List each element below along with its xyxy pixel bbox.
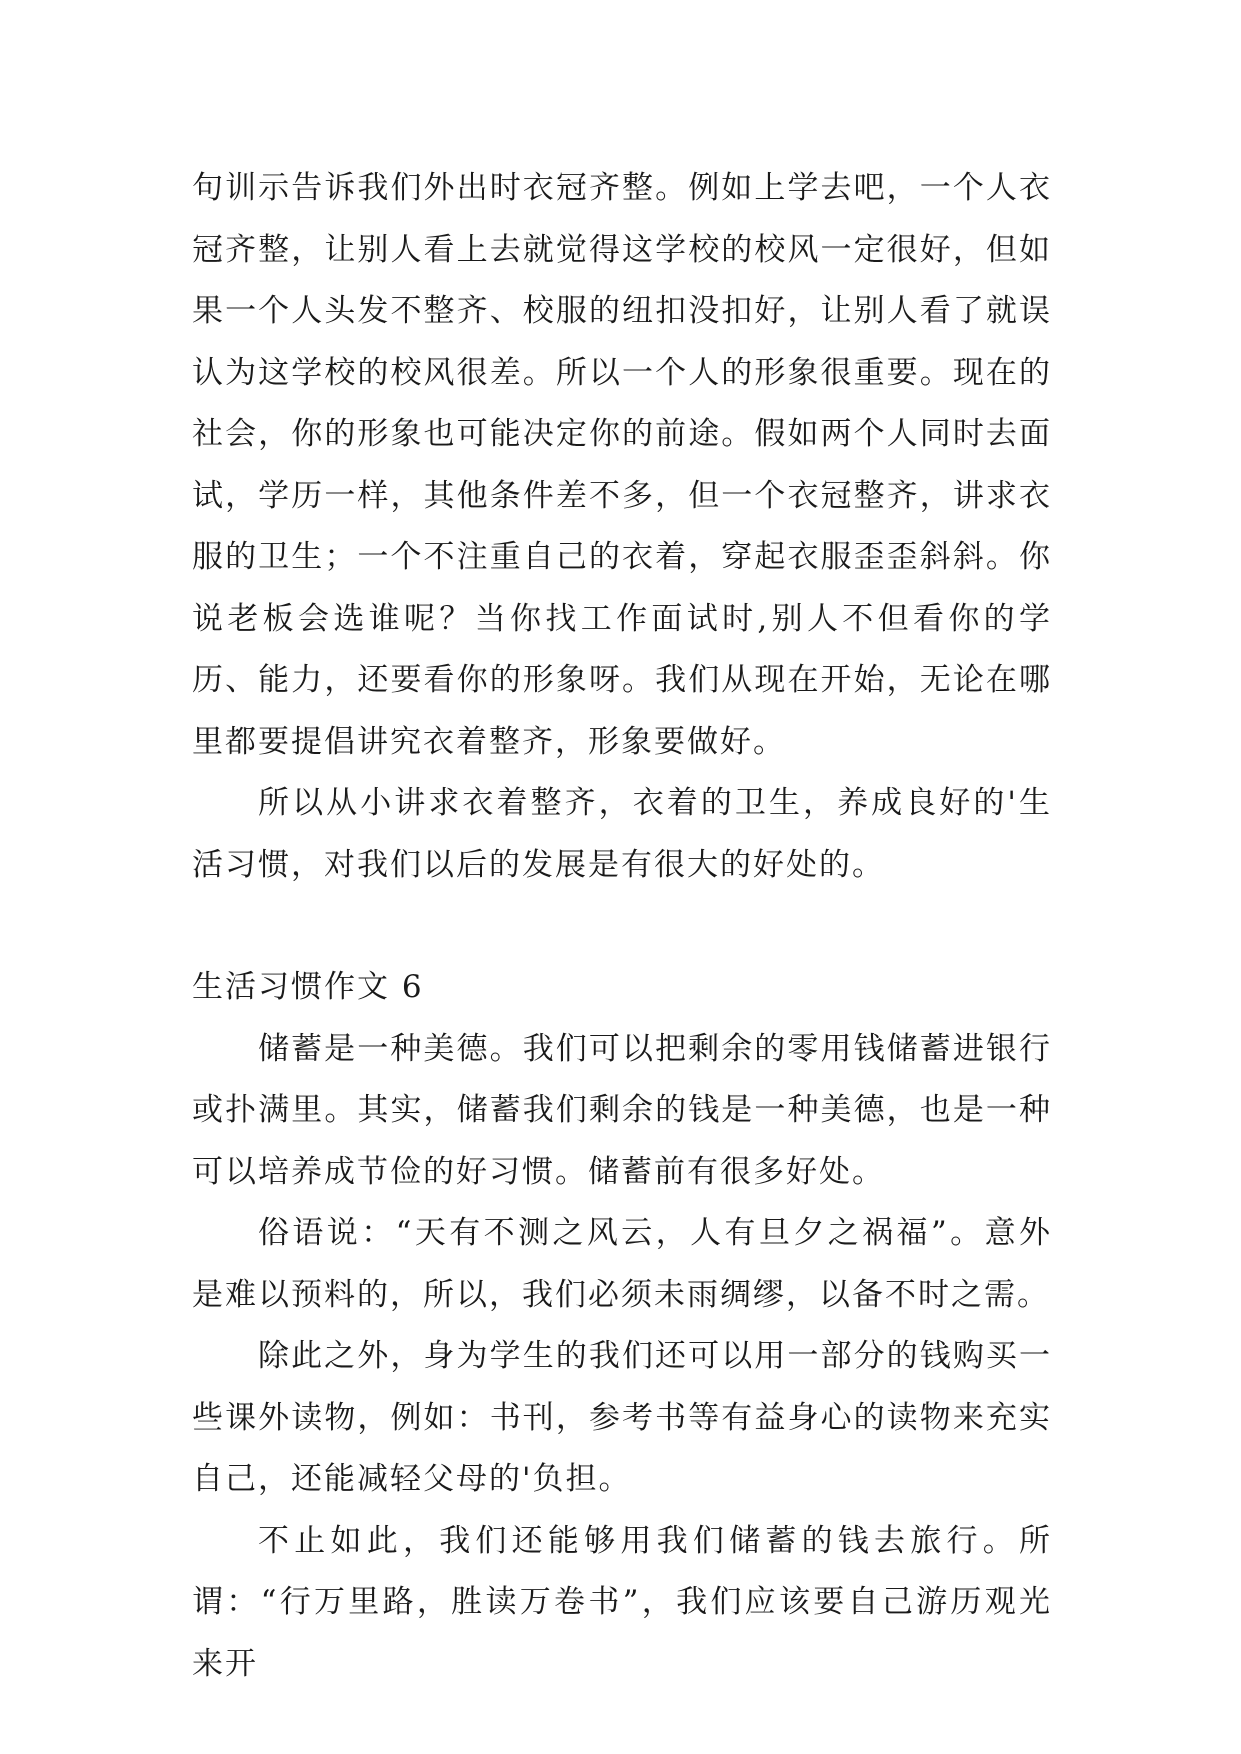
paragraph: 不止如此，我们还能够用我们储蓄的钱去旅行。所谓：“行万里路，胜读万卷书”，我们应该要自己游历观光来开 — [192, 1522, 1052, 1682]
paragraph-continued: 句训示告诉我们外出时衣冠齐整。例如上学去吧，一个人衣冠齐整，让别人看上去就觉得这学校的校风一定很好，但如果一个人头发不整齐、校服的纽扣没扣好，让别人看了就误认为这学校的校风很差。所以一个人的形象很重要。现在的社会，你的形象也可能决定你的前途。假如两个人同时去面试，学历一样，其他条件差不多，但一个衣冠整齐，讲求衣服的卫生；一个不注重自己的衣着，穿起衣服歪歪斜斜。你说老板会选谁呢？当你找工作面试时,别人不但看你的学历、能力，还要看你的形象呀。我们从现在开始，无论在哪里都要提倡讲究衣着整齐，形象要做好。 — [192, 170, 1052, 760]
paragraph: 所以从小讲求衣着整齐，衣着的卫生，养成良好的'生活习惯，对我们以后的发展是有很大的好处的。 — [192, 785, 1052, 883]
paragraph: 除此之外，身为学生的我们还可以用一部分的钱购买一些课外读物，例如：书刊，参考书等有益身心的读物来充实自己，还能减轻父母的'负担。 — [192, 1338, 1052, 1497]
document-body — [192, 158, 1052, 1695]
section-title: 生活习惯作文 6 — [192, 969, 424, 1005]
paragraph: 储蓄是一种美德。我们可以把剩余的零用钱储蓄进银行或扑满里。其实，储蓄我们剩余的钱是一种美德，也是一种可以培养成节俭的好习惯。储蓄前有很多好处。 — [192, 1030, 1052, 1190]
paragraph: 俗语说：“天有不测之风云，人有旦夕之祸福”。意外是难以预料的，所以，我们必须未雨绸缪，以备不时之需。 — [192, 1215, 1052, 1313]
